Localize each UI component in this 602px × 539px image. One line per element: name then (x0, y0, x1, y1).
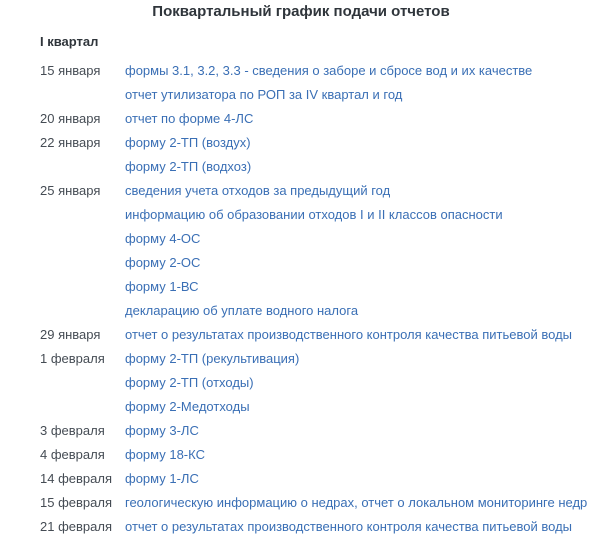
row-date: 21 февраля (40, 519, 112, 534)
schedule-row (0, 419, 602, 443)
report-link[interactable]: формы 3.1, 3.2, 3.3 - сведения о заборе и сбросе вод и их качестве (125, 63, 533, 78)
schedule-row (0, 347, 602, 371)
row-date: 25 января (40, 183, 101, 198)
row-date: 3 февраля (40, 423, 105, 438)
report-link[interactable]: декларацию об уплате водного налога (125, 303, 359, 318)
schedule-row (0, 371, 602, 395)
schedule-row (0, 83, 602, 107)
row-date: 20 января (40, 111, 101, 126)
report-link[interactable]: форму 2-Медотходы (125, 399, 250, 414)
report-link[interactable]: форму 3-ЛС (125, 423, 199, 438)
schedule-row (0, 467, 602, 491)
schedule-row (0, 203, 602, 227)
schedule-row (0, 299, 602, 323)
schedule-row (0, 251, 602, 275)
schedule-row (0, 515, 602, 539)
schedule-row (0, 179, 602, 203)
report-link[interactable]: отчет по форме 4-ЛС (125, 111, 254, 126)
report-link[interactable]: форму 2-ТП (отходы) (125, 375, 254, 390)
schedule-row (0, 275, 602, 299)
schedule-row (0, 107, 602, 131)
report-link[interactable]: форму 2-ТП (водхоз) (125, 159, 252, 174)
row-date: 15 января (40, 63, 101, 78)
report-link[interactable]: сведения учета отходов за предыдущий год (125, 183, 391, 198)
schedule-row (0, 443, 602, 467)
schedule-rows (0, 59, 602, 539)
row-date: 4 февраля (40, 447, 105, 462)
row-date: 1 февраля (40, 351, 105, 366)
row-date: 15 февраля (40, 495, 112, 510)
report-link[interactable]: форму 4-ОС (125, 231, 201, 246)
row-date: 22 января (40, 135, 101, 150)
report-link[interactable]: форму 2-ТП (воздух) (125, 135, 251, 150)
report-link[interactable]: форму 2-ТП (рекультивация) (125, 351, 300, 366)
page-title: Поквартальный график подачи отчетов (152, 3, 450, 20)
schedule-row (0, 59, 602, 83)
quarter-heading: I квартал (40, 34, 99, 49)
schedule-row (0, 323, 602, 347)
schedule-row (0, 131, 602, 155)
report-link[interactable]: информацию об образовании отходов I и II классов опасности (125, 207, 503, 222)
report-link[interactable]: форму 2-ОС (125, 255, 201, 270)
report-link[interactable]: отчет о результатах производственного контроля качества питьевой воды (125, 327, 573, 342)
schedule-row (0, 395, 602, 419)
schedule-row (0, 155, 602, 179)
schedule-row (0, 227, 602, 251)
report-link[interactable]: отчет утилизатора по РОП за IV квартал и год (125, 87, 403, 102)
report-link[interactable]: форму 1-ЛС (125, 471, 199, 486)
row-date: 29 января (40, 327, 101, 342)
report-link[interactable]: отчет о результатах производственного контроля качества питьевой воды (125, 519, 573, 534)
schedule-row (0, 491, 602, 515)
report-link[interactable]: форму 1-ВС (125, 279, 199, 294)
report-link[interactable]: геологическую информацию о недрах, отчет о локальном мониторинге недр (125, 495, 588, 510)
report-link[interactable]: форму 18-КС (125, 447, 205, 462)
row-date: 14 февраля (40, 471, 112, 486)
